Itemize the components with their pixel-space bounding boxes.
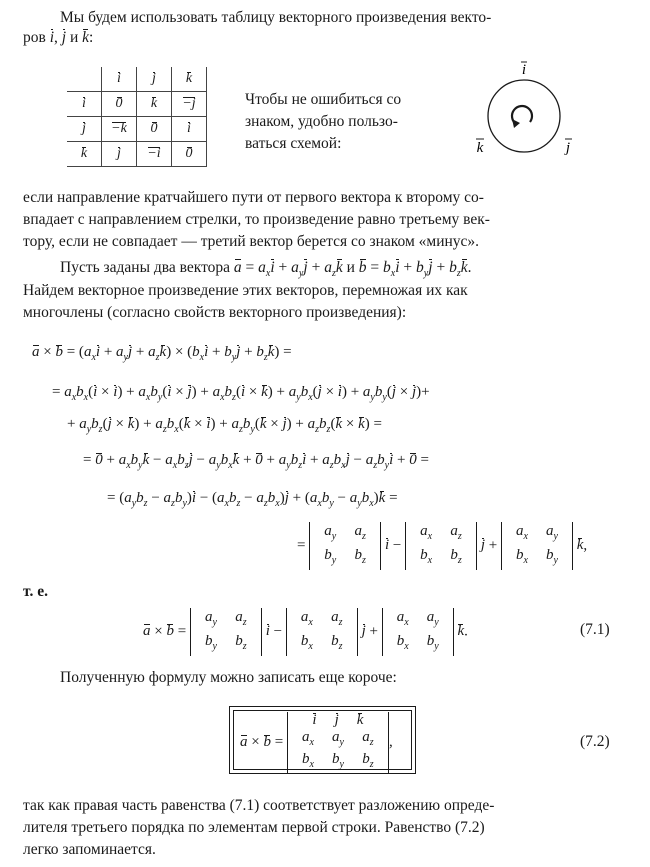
equation-number-7-1: (7.1) <box>580 621 610 638</box>
cyclic-scheme-diagram <box>468 60 578 160</box>
para2-line-2: Найдем векторное произведение этих векторов, перемножая их как <box>23 282 468 299</box>
arrowhead-icon <box>512 119 520 128</box>
table-cell: i <box>67 92 102 117</box>
table-cell: j <box>67 117 102 142</box>
table-row <box>67 67 207 92</box>
intro-line-1: Мы будем использовать таблицу векторного произведения векто- <box>60 9 492 26</box>
vector-product-table <box>67 67 207 167</box>
table-cell: −k <box>102 117 137 142</box>
table-row <box>67 117 207 142</box>
para2-line-3: многочлены (согласно свойств векторного произведения): <box>23 304 407 321</box>
derivation-line-6: = $a_y$ $a_z$ $b_y$ $b_z$ $i - a_x$ $a_z$ $b_x$ $b_z$ $j + a_x$ $a_y$ $b_x$ $b_y$ k, <box>297 522 587 570</box>
table-cell: −j <box>172 92 207 117</box>
formula-7-1: $a \times b = a_y$ $a_z$ $b_y$ $b_z$ $i - a_x$ $a_z$ $b_x$ $b_z$ $j + a_x$ $a_y$ $b_x$ $b_y$ k. <box>143 608 468 656</box>
table-cell: i <box>102 67 137 92</box>
table-cell <box>67 67 102 92</box>
para4-line-2: лителя третьего порядка по элементам первой строки. Равенство (7.2) <box>23 819 485 836</box>
hint-line-1: Чтобы не ошибиться со <box>245 91 402 108</box>
hint-line-3: ваться схемой: <box>245 135 342 152</box>
table-row <box>67 142 207 167</box>
scheme-label-right: j <box>565 140 571 156</box>
scheme-circle <box>488 80 560 152</box>
derivation-line-4: = $0 + a_xb_yk - a_xb_zj - a_yb_xk + 0 + a_yb_zi + a_zb_xj - a_zb_yi + 0$ = <box>83 452 429 471</box>
table-cell: i <box>172 117 207 142</box>
para1-line-2: впадает с направлением стрелки, то произведение равно третьему век- <box>23 211 490 228</box>
derivation-line-3: + $a_yb_z(j \times k) + a_zb_x(k \times i) + a_zb_y(k \times j) + a_zb_z(k \times k)$ = <box>67 416 382 435</box>
para2-line-1: Пусть заданы два вектора $a = a_xi + a_yj + a_zk$ и $b = b_xi + b_yj + b_zk$. <box>60 259 472 280</box>
table-cell: k <box>137 92 172 117</box>
table-cell: k <box>172 67 207 92</box>
para3-line: Полученную формулу можно записать еще короче: <box>60 669 397 686</box>
formula-7-2: a × b = i j k $a_x$ $a_y$ $a_z$ $b_x$ $b_y$ $b_z$, <box>240 712 393 773</box>
derivation-line-2: = $a_xb_x(i \times i) + a_xb_y(i \times j) + a_xb_z(i \times k) + a_yb_x(j \times i) + a_yb_y(j \times j)+$ <box>52 384 430 403</box>
para1-line-3: тору, если не совпадает — третий вектор берется со знаком «минус». <box>23 233 480 250</box>
table-cell: 0 <box>102 92 137 117</box>
table-cell: k <box>67 142 102 167</box>
hint-line-2: знаком, удобно пользо- <box>245 113 398 130</box>
te-label: т. е. <box>23 583 48 600</box>
table-cell: −i <box>137 142 172 167</box>
table-row <box>67 92 207 117</box>
table-cell: 0 <box>172 142 207 167</box>
derivation-line-5: = $(a_yb_z - a_zb_y)i - (a_xb_z - a_zb_x)j + (a_xb_y - a_yb_x)k$ = <box>107 490 398 509</box>
para4-line-3: легко запоминается. <box>23 841 156 858</box>
table-cell: j <box>137 67 172 92</box>
scheme-label-top: i <box>521 62 527 78</box>
para4-line-1: так как правая часть равенства (7.1) соответствует разложению опреде- <box>23 797 495 814</box>
intro-line-2: ров i, j и k: <box>23 29 94 46</box>
para1-line-1: если направление кратчайшего пути от первого вектора к второму со- <box>23 189 484 206</box>
derivation-line-1: $a \times b = (a_xi + a_yj + a_zk) \times (b_xi + b_yj + b_zk)$ = <box>32 344 292 363</box>
table-cell: j <box>102 142 137 167</box>
table-cell: 0 <box>137 117 172 142</box>
scheme-label-left: k <box>476 140 484 156</box>
equation-number-7-2: (7.2) <box>580 733 610 750</box>
